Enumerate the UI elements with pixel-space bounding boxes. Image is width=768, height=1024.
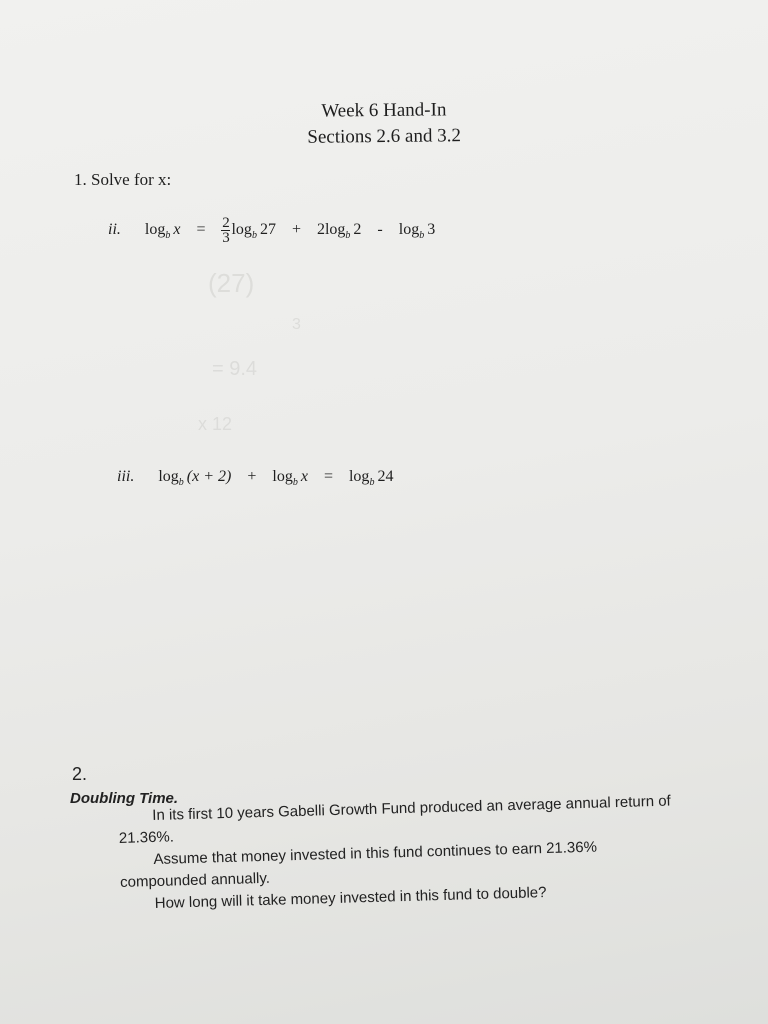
- term-log-x: $\log_b x$: [144, 221, 181, 242]
- question-1-prompt: 1. Solve for x:: [74, 170, 172, 189]
- equation-ii-label: ii.: [108, 221, 121, 239]
- equation-iii: [117, 468, 393, 488]
- page-title: Week 6 Hand-In: [321, 99, 447, 122]
- question-2-line-2: Assume that money invested in this fund continues to earn 21.36% compounded annually.: [119, 838, 598, 891]
- page-subtitle: Sections 2.6 and 3.2: [307, 125, 462, 148]
- minus-sign: -: [377, 221, 383, 239]
- term-log-27: $\log_b 27$: [231, 221, 276, 242]
- question-2-line-1: In its first 10 years Gabelli Growth Fund produced an average annual return of 21.36%.: [118, 792, 671, 847]
- plus-sign: +: [291, 221, 301, 239]
- fraction-two-thirds: $\frac{2}{3}$: [222, 215, 230, 246]
- erased-mark-2: 3: [292, 316, 301, 333]
- question-2-line-3: How long will it take money invested in this fund to double?: [154, 884, 547, 913]
- term-log-3: $\log_b 3$: [398, 221, 436, 242]
- erased-mark-3: = 9.4: [212, 358, 258, 380]
- equals-sign: =: [196, 221, 206, 239]
- term-log-24: $\log_b 24$: [348, 468, 394, 488]
- question-2-body: [118, 790, 681, 916]
- equation-iii-label: iii.: [117, 468, 135, 485]
- equation-ii: [108, 216, 435, 245]
- plus-sign: +: [247, 468, 257, 485]
- question-2-number: 2.: [72, 764, 88, 784]
- term-log-x: $\log_b x$: [272, 468, 308, 488]
- title-block: [0, 94, 768, 154]
- term-log-x-plus-2: $\log_b (x + 2)$: [158, 468, 232, 488]
- question-2-title: Doubling Time.: [70, 790, 179, 807]
- erased-mark-4: x 12: [198, 414, 233, 434]
- term-2log-2: $2\log_b$ 2: [316, 221, 362, 242]
- erased-mark-1: (27): [208, 268, 255, 298]
- equals-sign: =: [323, 468, 333, 485]
